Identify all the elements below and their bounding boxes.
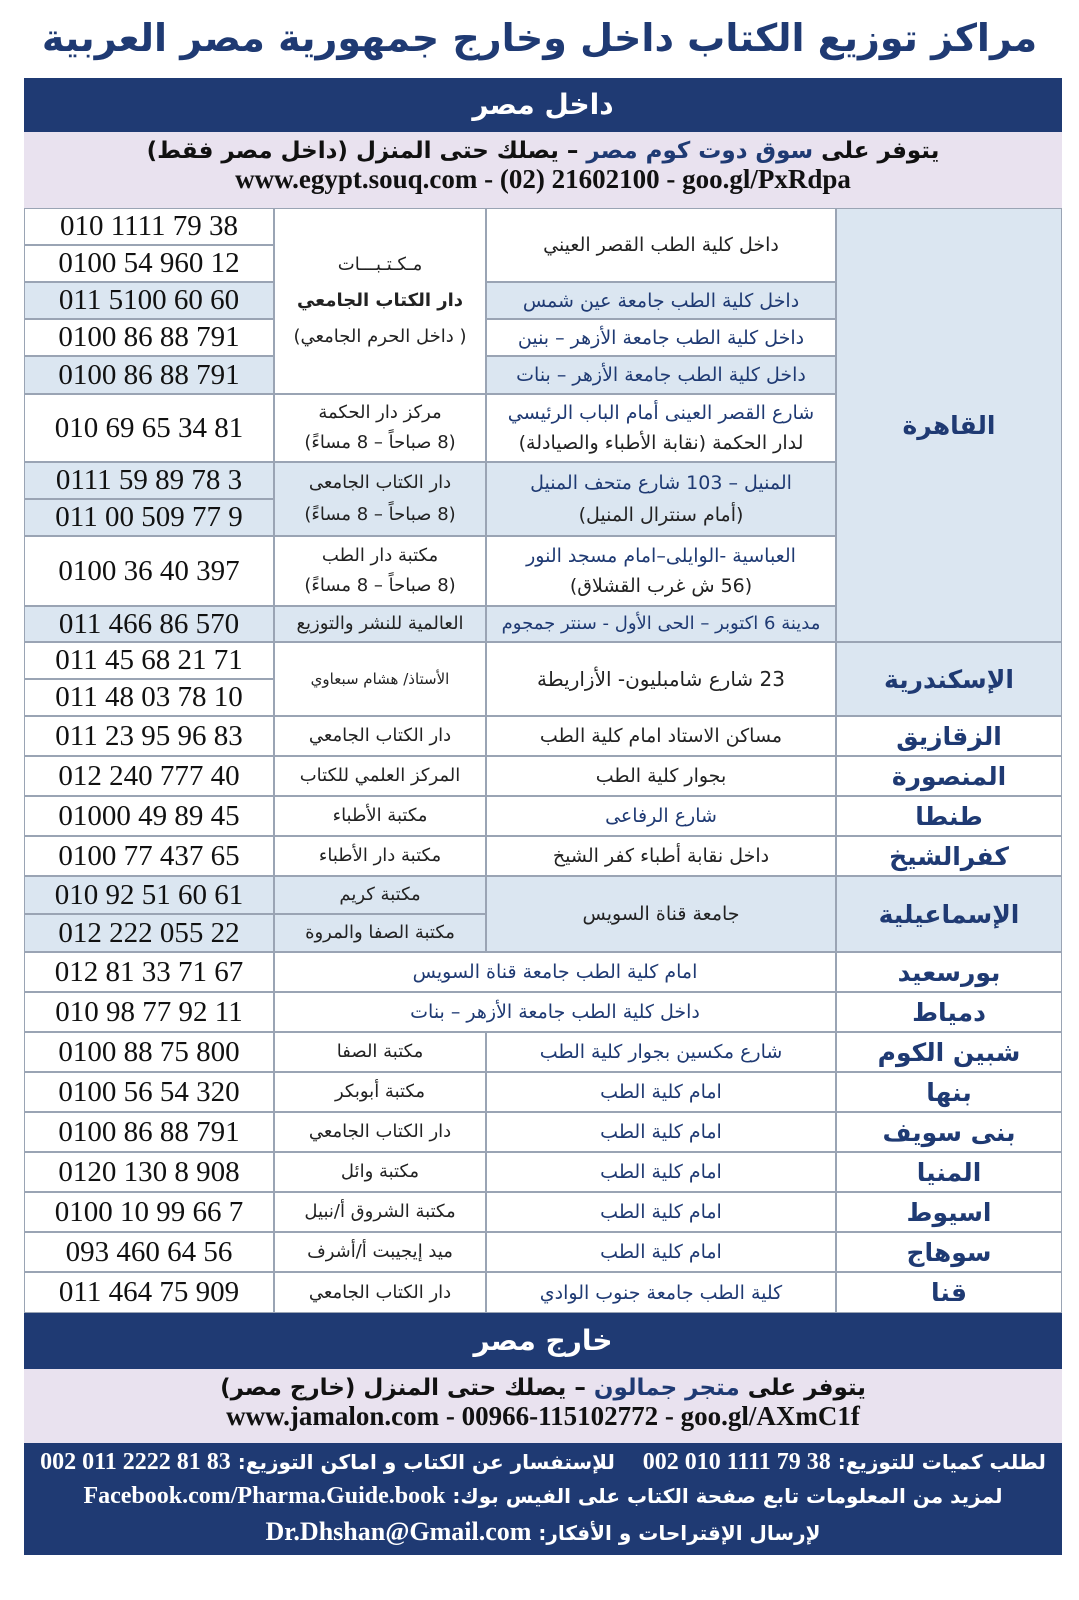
city-kafr-el-sheikh: كفرالشيخ	[836, 836, 1062, 876]
inside-notice	[24, 132, 1062, 208]
footer-facebook-row	[24, 1483, 1062, 1510]
outside-notice-text	[24, 1375, 1062, 1401]
assiut-phone: 0100 10 99 66 7	[24, 1192, 274, 1232]
cairo-phone-4: 0100 86 88 791	[24, 356, 274, 394]
shebin-el-kom-phone: 0100 88 75 800	[24, 1032, 274, 1072]
cairo-place-5	[486, 394, 836, 462]
inquiry-phone[interactable]: 002 011 2222 81 83	[40, 1449, 231, 1475]
footer-phones-row	[24, 1449, 1062, 1476]
cairo-store-5-line1: مركز دار الحكمة	[318, 402, 442, 423]
cairo-phone-2: 011 5100 60 60	[24, 282, 274, 319]
port-said-place: امام كلية الطب جامعة قناة السويس	[274, 952, 836, 992]
minya-phone: 0120 130 8 908	[24, 1152, 274, 1192]
sohag-phone: 093 460 64 56	[24, 1232, 274, 1272]
city-beni-suef: بنى سويف	[836, 1112, 1062, 1152]
alexandria-phone-a: 011 45 68 21 71	[24, 642, 274, 679]
city-damietta: دمياط	[836, 992, 1062, 1032]
cairo-store-6	[274, 462, 486, 536]
facebook-link[interactable]: Facebook.com/Pharma.Guide.book	[83, 1483, 446, 1509]
inside-header-label: داخل مصر	[472, 88, 614, 121]
facebook-label: لمزيد من المعلومات تابع صفحة الكتاب على الفيس بوك:	[452, 1484, 1003, 1508]
outside-notice	[24, 1369, 1062, 1443]
library-label: مـكـتـبـــات	[337, 254, 423, 275]
cairo-place-8: مدينة 6 اكتوبر – الحى الأول - سنتر جمجوم	[486, 606, 836, 642]
qena-store: دار الكتاب الجامعي	[274, 1272, 486, 1313]
cairo-phone-6b: 011 00 509 77 9	[24, 499, 274, 536]
city-cairo: القاهرة	[836, 208, 1062, 642]
city-mansoura: المنصورة	[836, 756, 1062, 796]
cairo-place-2: داخل كلية الطب جامعة عين شمس	[486, 282, 836, 319]
kafr-el-sheikh-phone: 0100 77 437 65	[24, 836, 274, 876]
cairo-store-6-line1: دار الكتاب الجامعى	[308, 472, 452, 493]
alexandria-place: 23 شارع شامبليون- الأزاريطة	[486, 642, 836, 716]
ismailia-phone-a: 010 92 51 60 61	[24, 876, 274, 914]
ismailia-store-a: مكتبة كريم	[274, 876, 486, 914]
cairo-store-7-line2: (8 صباحاً – 8 مساءً)	[304, 575, 456, 596]
inside-egypt-header	[24, 78, 1062, 132]
cairo-phone-1b: 0100 54 960 12	[24, 245, 274, 282]
qena-place: كلية الطب جامعة جنوب الوادي	[486, 1272, 836, 1313]
cairo-phone-1a: 010 1111 79 38	[24, 208, 274, 245]
cairo-store-7	[274, 536, 486, 606]
cairo-place-3: داخل كلية الطب جامعة الأزهر – بنين	[486, 319, 836, 356]
cairo-phone-3: 0100 86 88 791	[24, 319, 274, 356]
sohag-place: امام كلية الطب	[486, 1232, 836, 1272]
bulk-order-label: لطلب كميات للتوزيع:	[837, 1450, 1046, 1474]
page-title: مراكز توزيع الكتاب داخل وخارج جمهورية مصر العربية	[41, 16, 1038, 60]
city-port-said: بورسعيد	[836, 952, 1062, 992]
cairo-place-6-line1: المنيل – 103 شارع متحف المنيل	[530, 472, 792, 494]
cairo-phone-5: 010 69 65 34 81	[24, 394, 274, 462]
city-shebin-el-kom: شبين الكوم	[836, 1032, 1062, 1072]
zagazig-store: دار الكتاب الجامعي	[274, 716, 486, 756]
alexandria-store: الأستاذ/ هشام سبعاوي	[274, 642, 486, 716]
alexandria-phone-b: 011 48 03 78 10	[24, 679, 274, 716]
cairo-place-5-line1: شارع القصر العينى أمام الباب الرئيسي	[507, 402, 815, 424]
footer-email-row	[24, 1517, 1062, 1547]
cairo-place-6	[486, 462, 836, 536]
cairo-place-1: داخل كلية الطب القصر العيني	[486, 208, 836, 282]
damietta-place: داخل كلية الطب جامعة الأزهر – بنات	[274, 992, 836, 1032]
outside-notice-prefix: يتوفر على	[747, 1375, 866, 1401]
cairo-phone-6a: 0111 59 89 78 3	[24, 462, 274, 499]
kafr-el-sheikh-place: داخل نقابة أطباء كفر الشيخ	[486, 836, 836, 876]
city-ismailia: الإسماعيلية	[836, 876, 1062, 952]
shebin-el-kom-place: شارع مكسين بجوار كلية الطب	[486, 1032, 836, 1072]
cairo-store-7-line1: مكتبة دار الطب	[321, 545, 439, 566]
shebin-el-kom-store: مكتبة الصفا	[274, 1032, 486, 1072]
cairo-place-7-line2: (56 ش غرب القشلاق)	[569, 575, 753, 597]
bulk-order-phone[interactable]: 002 010 1111 79 38	[642, 1449, 831, 1475]
assiut-place: امام كلية الطب	[486, 1192, 836, 1232]
contact-footer	[24, 1443, 1062, 1555]
cairo-place-7-line1: العباسية -الوايلى–امام مسجد النور	[526, 545, 796, 567]
zagazig-phone: 011 23 95 96 83	[24, 716, 274, 756]
tanta-place: شارع الرفاعى	[486, 796, 836, 836]
cairo-store-5-line2: (8 صباحاً – 8 مساءً)	[304, 432, 456, 453]
benha-place: امام كلية الطب	[486, 1072, 836, 1112]
outside-egypt-header	[24, 1313, 1062, 1369]
ismailia-store-b: مكتبة الصفا والمروة	[274, 914, 486, 952]
distribution-table	[24, 208, 1062, 1313]
notice-suffix: – يصلك حتى المنزل (داخل مصر فقط)	[146, 138, 579, 164]
city-tanta: طنطا	[836, 796, 1062, 836]
assiut-store: مكتبة الشروق أ/نبيل	[274, 1192, 486, 1232]
outside-links[interactable]: www.jamalon.com - 00966-115102772 - goo.gl/AXmC1f	[226, 1401, 860, 1431]
cairo-place-7	[486, 536, 836, 606]
cairo-place-4: داخل كلية الطب جامعة الأزهر – بنات	[486, 356, 836, 394]
minya-place: امام كلية الطب	[486, 1152, 836, 1192]
cairo-store-8: العالمية للنشر والتوزيع	[274, 606, 486, 642]
city-qena: قنا	[836, 1272, 1062, 1313]
mansoura-store: المركز العلمي للكتاب	[274, 756, 486, 796]
city-zagazig: الزقازيق	[836, 716, 1062, 756]
beni-suef-store: دار الكتاب الجامعي	[274, 1112, 486, 1152]
email-link[interactable]: Dr.Dhshan@Gmail.com	[265, 1517, 532, 1546]
cairo-library-block	[274, 208, 486, 394]
library-name: دار الكتاب الجامعي	[296, 290, 464, 311]
benha-store: مكتبة أبوبكر	[274, 1072, 486, 1112]
ismailia-place: جامعة قناة السويس	[486, 876, 836, 952]
notice-prefix: يتوفر على	[821, 138, 940, 164]
outside-header-label: خارج مصر	[473, 1324, 613, 1357]
minya-store: مكتبة وائل	[274, 1152, 486, 1192]
beni-suef-phone: 0100 86 88 791	[24, 1112, 274, 1152]
jamalon-store-link[interactable]: متجر جمالون	[593, 1375, 740, 1401]
inquiry-label: للإستفسار عن الكتاب و اماكن التوزيع:	[237, 1450, 615, 1474]
email-label: لإرسال الإقتراحات و الأفكار:	[538, 1521, 821, 1545]
mansoura-place: بجوار كلية الطب	[486, 756, 836, 796]
tanta-phone: 01000 49 89 45	[24, 796, 274, 836]
cairo-phone-8: 011 466 86 570	[24, 606, 274, 642]
zagazig-place: مساكن الاستاد امام كلية الطب	[486, 716, 836, 756]
city-alexandria: الإسكندرية	[836, 642, 1062, 716]
cairo-place-6-line2: (أمام سنترال المنيل)	[578, 504, 744, 526]
city-sohag: سوهاج	[836, 1232, 1062, 1272]
inside-notice-text	[24, 138, 1062, 164]
souq-store-link[interactable]: سوق دوت كوم مصر	[586, 138, 814, 164]
tanta-store: مكتبة الأطباء	[274, 796, 486, 836]
city-assiut: اسيوط	[836, 1192, 1062, 1232]
benha-phone: 0100 56 54 320	[24, 1072, 274, 1112]
cairo-store-5	[274, 394, 486, 462]
qena-phone: 011 464 75 909	[24, 1272, 274, 1313]
kafr-el-sheikh-store: مكتبة دار الأطباء	[274, 836, 486, 876]
cairo-place-5-line2: لدار الحكمة (نقابة الأطباء والصيادلة)	[518, 432, 804, 454]
damietta-phone: 010 98 77 92 11	[24, 992, 274, 1032]
inside-links[interactable]: www.egypt.souq.com - (02) 21602100 - goo.gl/PxRdpa	[235, 164, 851, 194]
port-said-phone: 012 81 33 71 67	[24, 952, 274, 992]
outside-notice-suffix: – يصلك حتى المنزل (خارج مصر)	[220, 1375, 586, 1401]
cairo-phone-7: 0100 36 40 397	[24, 536, 274, 606]
cairo-store-6-line2: (8 صباحاً – 8 مساءً)	[304, 504, 456, 525]
mansoura-phone: 012 240 777 40	[24, 756, 274, 796]
ismailia-phone-b: 012 222 055 22	[24, 914, 274, 952]
sohag-store: ميد إيجيبت أ/أشرف	[274, 1232, 486, 1272]
city-benha: بنها	[836, 1072, 1062, 1112]
library-location: ( داخل الحرم الجامعي)	[293, 326, 467, 347]
city-minya: المنيا	[836, 1152, 1062, 1192]
beni-suef-place: امام كلية الطب	[486, 1112, 836, 1152]
